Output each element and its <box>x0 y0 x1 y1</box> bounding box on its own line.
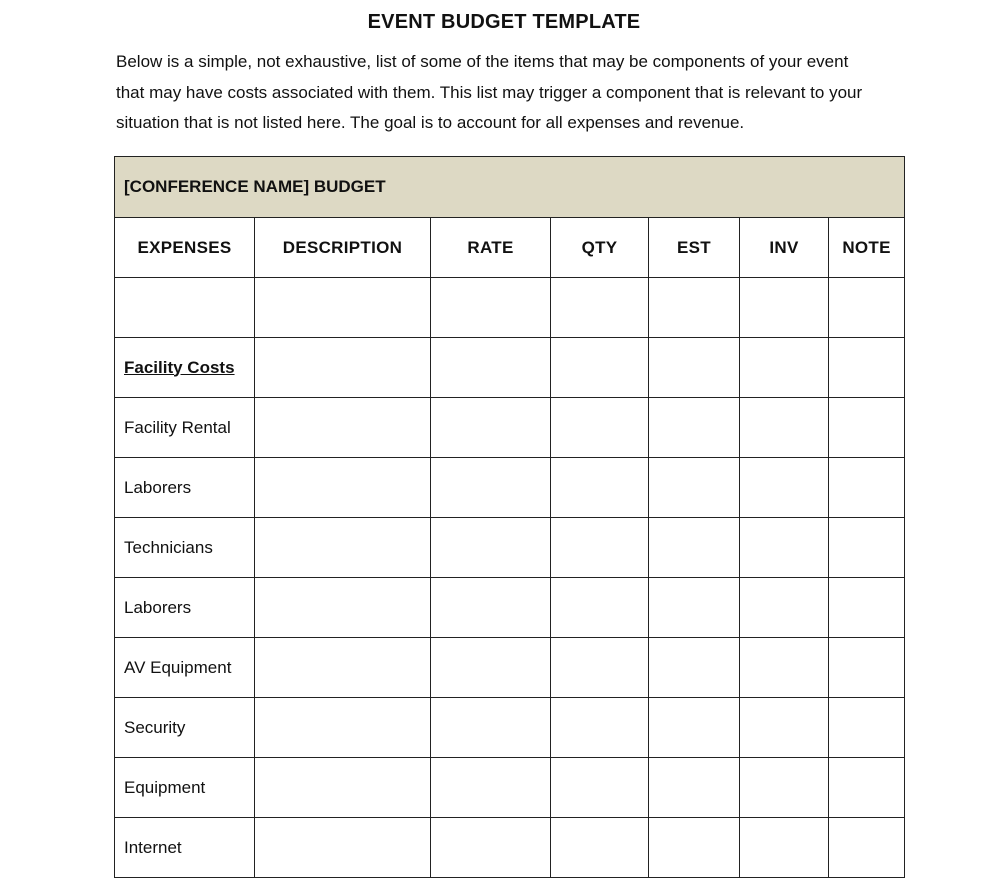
inv-cell[interactable] <box>740 578 829 638</box>
note-cell[interactable] <box>829 698 905 758</box>
header-row <box>115 218 905 278</box>
intro-line-2: that may have costs associated with them. This list may trigger a component that is relevant to your <box>116 82 863 102</box>
qty-cell[interactable] <box>551 638 649 698</box>
inv-cell[interactable] <box>740 398 829 458</box>
column-header-note: NOTE <box>829 218 905 278</box>
table-row <box>115 518 905 578</box>
qty-cell[interactable] <box>551 578 649 638</box>
budget-rows <box>115 278 905 878</box>
expense-cell[interactable]: Security <box>115 698 255 758</box>
est-cell[interactable] <box>649 758 740 818</box>
qty-cell[interactable] <box>551 398 649 458</box>
description-cell[interactable] <box>255 518 431 578</box>
table-row <box>115 398 905 458</box>
note-cell[interactable] <box>829 458 905 518</box>
rate-cell[interactable] <box>431 278 551 338</box>
rate-cell[interactable] <box>431 458 551 518</box>
rate-cell[interactable] <box>431 698 551 758</box>
note-cell[interactable] <box>829 398 905 458</box>
description-cell[interactable] <box>255 758 431 818</box>
description-cell[interactable] <box>255 458 431 518</box>
column-header-inv: INV <box>740 218 829 278</box>
description-cell[interactable] <box>255 278 431 338</box>
column-header-rate: RATE <box>431 218 551 278</box>
expense-cell[interactable]: Facility Rental <box>115 398 255 458</box>
est-cell[interactable] <box>649 518 740 578</box>
qty-cell[interactable] <box>551 458 649 518</box>
column-header-est: EST <box>649 218 740 278</box>
inv-cell[interactable] <box>740 518 829 578</box>
est-cell[interactable] <box>649 578 740 638</box>
inv-cell[interactable] <box>740 278 829 338</box>
qty-cell[interactable] <box>551 338 649 398</box>
inv-cell[interactable] <box>740 698 829 758</box>
expense-cell[interactable]: Laborers <box>115 578 255 638</box>
rate-cell[interactable] <box>431 758 551 818</box>
note-cell[interactable] <box>829 578 905 638</box>
rate-cell[interactable] <box>431 638 551 698</box>
rate-cell[interactable] <box>431 518 551 578</box>
est-cell[interactable] <box>649 458 740 518</box>
inv-cell[interactable] <box>740 818 829 878</box>
rate-cell[interactable] <box>431 398 551 458</box>
section-heading-cell[interactable]: Facility Costs <box>115 338 255 398</box>
document-title: EVENT BUDGET TEMPLATE <box>367 11 641 33</box>
expense-cell[interactable]: Equipment <box>115 758 255 818</box>
budget-table <box>114 156 905 878</box>
qty-cell[interactable] <box>551 518 649 578</box>
note-cell[interactable] <box>829 638 905 698</box>
qty-cell[interactable] <box>551 698 649 758</box>
table-row <box>115 818 905 878</box>
table-row <box>115 278 905 338</box>
expense-cell[interactable]: Technicians <box>115 518 255 578</box>
est-cell[interactable] <box>649 278 740 338</box>
note-cell[interactable] <box>829 518 905 578</box>
est-cell[interactable] <box>649 698 740 758</box>
description-cell[interactable] <box>255 338 431 398</box>
table-row <box>115 578 905 638</box>
note-cell[interactable] <box>829 338 905 398</box>
description-cell[interactable] <box>255 698 431 758</box>
qty-cell[interactable] <box>551 818 649 878</box>
inv-cell[interactable] <box>740 638 829 698</box>
est-cell[interactable] <box>649 398 740 458</box>
est-cell[interactable] <box>649 638 740 698</box>
column-header-expenses: EXPENSES <box>115 218 255 278</box>
expense-cell[interactable] <box>115 278 255 338</box>
description-cell[interactable] <box>255 638 431 698</box>
qty-cell[interactable] <box>551 278 649 338</box>
table-row <box>115 758 905 818</box>
expense-cell[interactable]: AV Equipment <box>115 638 255 698</box>
description-cell[interactable] <box>255 398 431 458</box>
inv-cell[interactable] <box>740 758 829 818</box>
intro-line-1: Below is a simple, not exhaustive, list of some of the items that may be components of your event <box>116 52 849 71</box>
inv-cell[interactable] <box>740 458 829 518</box>
note-cell[interactable] <box>829 278 905 338</box>
est-cell[interactable] <box>649 818 740 878</box>
table-row <box>115 698 905 758</box>
rate-cell[interactable] <box>431 338 551 398</box>
expense-cell[interactable]: Laborers <box>115 458 255 518</box>
table-row <box>115 338 905 398</box>
table-row <box>115 638 905 698</box>
banner-row <box>115 157 905 218</box>
column-header-qty: QTY <box>551 218 649 278</box>
note-cell[interactable] <box>829 758 905 818</box>
inv-cell[interactable] <box>740 338 829 398</box>
qty-cell[interactable] <box>551 758 649 818</box>
intro-paragraph <box>116 47 916 139</box>
description-cell[interactable] <box>255 818 431 878</box>
column-header-description: DESCRIPTION <box>255 218 431 278</box>
note-cell[interactable] <box>829 818 905 878</box>
description-cell[interactable] <box>255 578 431 638</box>
intro-line-3: situation that is not listed here. The goal is to account for all expenses and revenue. <box>116 113 745 132</box>
budget-banner: [CONFERENCE NAME] BUDGET <box>115 157 905 218</box>
rate-cell[interactable] <box>431 818 551 878</box>
expense-cell[interactable]: Internet <box>115 818 255 878</box>
rate-cell[interactable] <box>431 578 551 638</box>
table-row <box>115 458 905 518</box>
est-cell[interactable] <box>649 338 740 398</box>
